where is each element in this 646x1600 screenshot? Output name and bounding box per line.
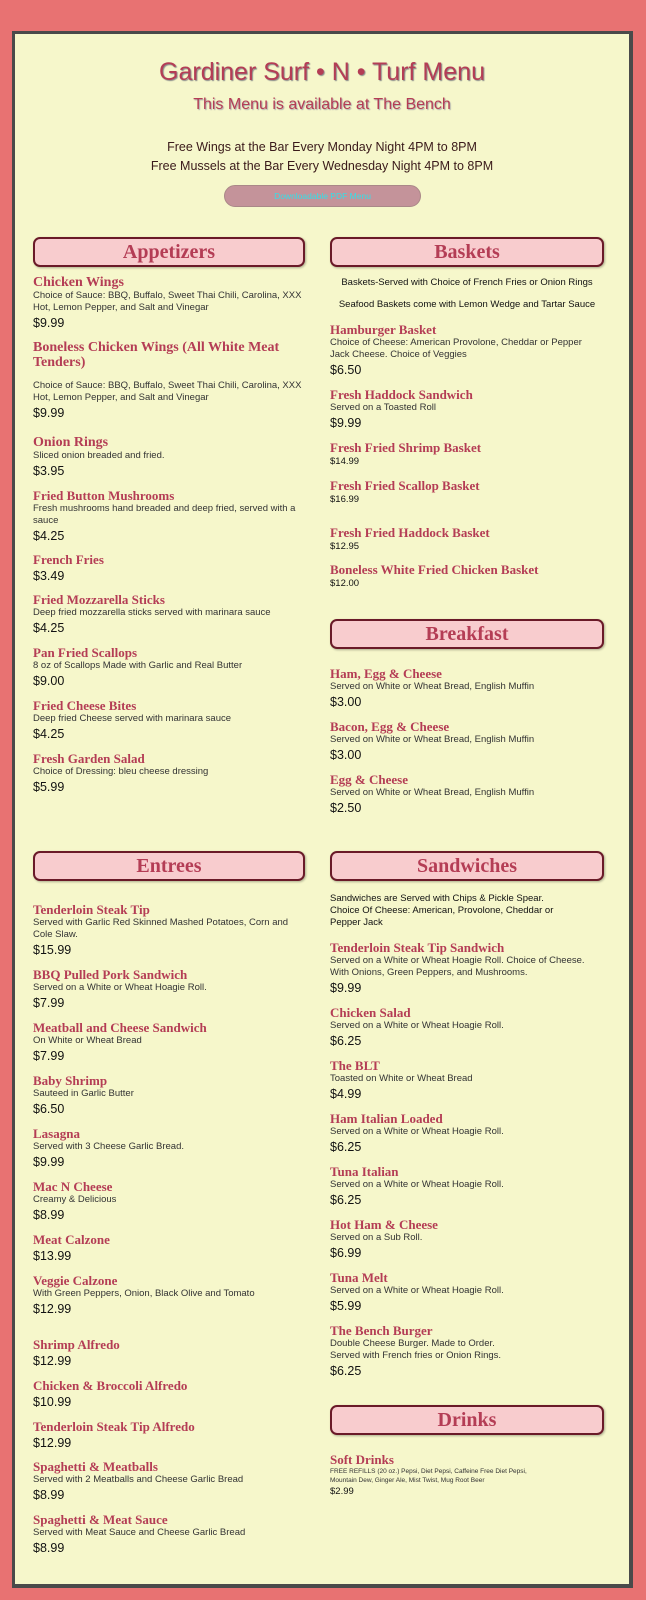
item-name: Meat Calzone (33, 1232, 110, 1247)
item-name: Tuna Italian (330, 1164, 399, 1179)
breakfast-section (330, 619, 604, 815)
baskets-note-seafood: Seafood Baskets come with Lemon Wedge and Tartar Sauce (338, 299, 596, 310)
item-name: Chicken & Broccoli Alfredo (33, 1378, 188, 1393)
menu-item (33, 1020, 305, 1064)
section-title-breakfast: Breakfast (330, 619, 604, 649)
item-name: Fried Cheese Bites (33, 698, 137, 713)
item-name: Spaghetti & Meatballs (33, 1459, 158, 1474)
item-name: Spaghetti & Meat Sauce (33, 1512, 168, 1527)
item-price: $6.50 (330, 363, 362, 377)
item-price: $9.99 (330, 981, 362, 995)
menu-item (33, 1179, 305, 1223)
item-desc: Served on a White or Wheat Hoagie Roll. (33, 982, 207, 993)
menu-item (330, 1058, 604, 1102)
menu-item (33, 698, 305, 742)
menu-item (330, 1217, 604, 1261)
item-name: Tenderloin Steak Tip Sandwich (330, 940, 505, 955)
section-title-baskets: Baskets (330, 237, 604, 267)
section-title-drinks: Drinks (330, 1405, 604, 1435)
menu-item (330, 562, 604, 590)
section-title-entrees: Entrees (33, 851, 305, 881)
item-name: Tuna Melt (330, 1270, 388, 1285)
item-name: Baby Shrimp (33, 1073, 108, 1088)
item-desc: Creamy & Delicious (33, 1194, 117, 1205)
item-name: Fresh Fried Shrimp Basket (330, 440, 482, 455)
item-price: $12.99 (33, 1436, 72, 1450)
item-price: $5.99 (330, 1299, 362, 1313)
item-name: BBQ Pulled Pork Sandwich (33, 967, 188, 982)
item-desc: Served on White or Wheat Bread, English Muffin (330, 787, 535, 798)
item-desc: Served on White or Wheat Bread, English Muffin (330, 681, 535, 692)
item-price: $8.99 (33, 1208, 65, 1222)
item-price: $9.00 (33, 674, 65, 688)
menu-item (330, 1270, 604, 1314)
item-price: $3.00 (330, 748, 362, 762)
item-name: French Fries (33, 552, 104, 567)
drinks-section (330, 1405, 604, 1497)
item-desc: Served with 2 Meatballs and Cheese Garlic Bread (33, 1474, 244, 1485)
item-desc: Choice of Dressing: bleu cheese dressing (33, 766, 209, 777)
menu-item (33, 1337, 305, 1369)
item-price: $2.50 (330, 801, 362, 815)
item-price: $6.25 (330, 1364, 362, 1378)
menu-item (330, 772, 604, 816)
item-price: $4.25 (33, 529, 65, 543)
item-name: Soft Drinks (330, 1452, 394, 1467)
item-desc: Served on a Toasted Roll (330, 402, 436, 413)
item-name: Boneless Chicken Wings (All White Meat Tenders) (33, 340, 280, 370)
item-price: $8.99 (33, 1488, 65, 1502)
item-name: The BLT (330, 1058, 380, 1073)
item-desc: Served on a White or Wheat Hoagie Roll. (330, 1179, 504, 1190)
item-price: $8.99 (33, 1541, 65, 1555)
item-name: Shrimp Alfredo (33, 1337, 120, 1352)
menu-item (33, 1419, 305, 1451)
item-price: $9.99 (330, 416, 362, 430)
item-desc: Deep fried mozzarella sticks served with marinara sauce (33, 607, 271, 618)
menu-item (330, 940, 604, 996)
item-desc: FREE REFILLS (20 oz.) Pepsi, Diet Pepsi, Caffeine Free Diet Pepsi, Mountain Dew, Ginger Ale, Mist Twist, Mug Root Beer (330, 1468, 527, 1484)
menu-item (33, 592, 305, 636)
item-name: Meatball and Cheese Sandwich (33, 1020, 207, 1035)
item-price: $6.25 (330, 1140, 362, 1154)
item-price: $12.99 (33, 1354, 72, 1368)
item-desc: Fresh mushrooms hand breaded and deep fried, served with a sauce (33, 503, 296, 526)
menu-item (33, 902, 305, 958)
item-desc: Deep fried Cheese served with marinara sauce (33, 713, 232, 724)
item-name: The Bench Burger (330, 1323, 433, 1338)
item-desc: Choice of Sauce: BBQ, Buffalo, Sweet Thai Chili, Carolina, XXX Hot, Lemon Pepper, and Salt and Vinegar (33, 380, 302, 403)
item-desc: Served on a White or Wheat Hoagie Roll. (330, 1126, 504, 1137)
item-price: $14.99 (330, 456, 360, 467)
item-price: $4.25 (33, 621, 65, 635)
item-desc: Served on a White or Wheat Hoagie Roll. Choice of Cheese. With Onions, Green Peppers, and Mushrooms. (330, 955, 585, 978)
item-price: $7.99 (33, 1049, 65, 1063)
item-name: Fresh Haddock Sandwich (330, 387, 473, 402)
item-price: $15.99 (33, 943, 72, 957)
item-price: $6.50 (33, 1102, 65, 1116)
menu-item (33, 1126, 305, 1170)
item-desc: Served on a White or Wheat Hoagie Roll. (330, 1020, 504, 1031)
menu-item (33, 1378, 305, 1410)
item-price: $6.25 (330, 1193, 362, 1207)
menu-item (330, 440, 604, 468)
item-desc: With Green Peppers, Onion, Black Olive and Tomato (33, 1288, 255, 1299)
item-price: $6.99 (330, 1246, 362, 1260)
menu-item (330, 478, 604, 506)
pdf-menu-button[interactable]: Downloadable PDF Menu (224, 185, 421, 207)
item-desc: Served with 3 Cheese Garlic Bread. (33, 1141, 185, 1152)
item-name: Chicken Wings (33, 275, 124, 290)
item-name: Tenderloin Steak Tip (33, 902, 150, 917)
item-price: $6.25 (330, 1034, 362, 1048)
item-desc: Sliced onion breaded and fried. (33, 450, 165, 461)
menu-item (33, 1512, 305, 1556)
menu-item (330, 1323, 604, 1379)
item-desc: Served on a White or Wheat Hoagie Roll. (330, 1285, 504, 1296)
menu-item (33, 967, 305, 1011)
item-desc: Choice of Cheese: American Provolone, Cheddar or Pepper Jack Cheese. Choice of Veggies (330, 337, 582, 360)
item-price: $10.99 (33, 1395, 72, 1409)
item-price: $2.99 (330, 1486, 354, 1497)
item-desc: Served with Meat Sauce and Cheese Garlic Bread (33, 1527, 246, 1538)
sandwiches-section (330, 851, 604, 1378)
item-name: Pan Fried Scallops (33, 645, 138, 660)
item-desc: 8 oz of Scallops Made with Garlic and Real Butter (33, 660, 243, 671)
item-desc: Toasted on White or Wheat Bread (330, 1073, 473, 1084)
menu-item (33, 1273, 305, 1317)
menu-item (33, 1232, 305, 1264)
menu-item (330, 525, 604, 553)
menu-item (330, 1005, 604, 1049)
item-price: $9.99 (33, 406, 65, 420)
item-price: $9.99 (33, 316, 65, 330)
item-price: $3.95 (33, 464, 65, 478)
baskets-section (330, 237, 604, 589)
menu-item (330, 1452, 604, 1498)
menu-item (330, 666, 604, 710)
item-name: Chicken Salad (330, 1005, 411, 1020)
item-desc: Double Cheese Burger. Made to Order. Served with French fries or Onion Rings. (330, 1338, 502, 1361)
item-price: $9.99 (33, 1155, 65, 1169)
item-name: Bacon, Egg & Cheese (330, 719, 450, 734)
sandwiches-note: Sandwiches are Served with Chips & Pickle Spear. Choice Of Cheese: American, Provolone, Cheddar or Pepper Jack (330, 893, 554, 928)
item-price: $16.99 (330, 494, 360, 505)
menu-item (33, 275, 305, 331)
item-price: $12.99 (33, 1302, 72, 1316)
item-name: Fresh Fried Scallop Basket (330, 478, 480, 493)
item-name: Ham, Egg & Cheese (330, 666, 442, 681)
item-desc: On White or Wheat Bread (33, 1035, 142, 1046)
item-price: $4.25 (33, 727, 65, 741)
promo-mussels: Free Mussels at the Bar Every Wednesday Night 4PM to 8PM (150, 159, 494, 173)
item-price: $3.00 (330, 695, 362, 709)
menu-card (12, 31, 633, 1588)
item-desc: Served on White or Wheat Bread, English Muffin (330, 734, 535, 745)
item-name: Hamburger Basket (330, 322, 437, 337)
item-price: $7.99 (33, 996, 65, 1010)
item-desc: Sauteed in Garlic Butter (33, 1088, 134, 1099)
item-name: Fresh Garden Salad (33, 751, 145, 766)
item-name: Fresh Fried Haddock Basket (330, 525, 490, 540)
menu-item (330, 1111, 604, 1155)
item-price: $12.00 (330, 578, 360, 589)
menu-item (330, 322, 604, 378)
item-name: Tenderloin Steak Tip Alfredo (33, 1419, 195, 1434)
menu-item (33, 552, 305, 584)
page-title: Gardiner Surf • N • Turf Menu (159, 58, 485, 86)
item-name: Egg & Cheese (330, 772, 408, 787)
item-name: Mac N Cheese (33, 1179, 113, 1194)
item-desc: Choice of Sauce: BBQ, Buffalo, Sweet Thai Chili, Carolina, XXX Hot, Lemon Pepper, and Salt and Vinegar (33, 290, 302, 313)
baskets-note-sides: Baskets-Served with Choice of French Fries or Onion Rings (341, 277, 593, 288)
item-price: $3.49 (33, 569, 65, 583)
appetizers-section (33, 237, 305, 794)
item-price: $4.99 (330, 1087, 362, 1101)
item-name: Fried Mozzarella Sticks (33, 592, 165, 607)
item-name: Boneless White Fried Chicken Basket (330, 562, 539, 577)
item-price: $5.99 (33, 780, 65, 794)
menu-item (33, 645, 305, 689)
item-name: Ham Italian Loaded (330, 1111, 443, 1126)
item-desc: Served on a Sub Roll. (330, 1232, 423, 1243)
item-desc: Served with Garlic Red Skinned Mashed Potatoes, Corn and Cole Slaw. (33, 917, 289, 940)
menu-item (330, 1164, 604, 1208)
item-price: $12.95 (330, 541, 360, 552)
menu-item (33, 1459, 305, 1503)
entrees-section (33, 851, 305, 1555)
menu-item (33, 488, 305, 544)
item-name: Lasagna (33, 1126, 80, 1141)
section-title-sandwiches: Sandwiches (330, 851, 604, 881)
item-name: Veggie Calzone (33, 1273, 118, 1288)
menu-item (330, 387, 604, 431)
item-name: Fried Button Mushrooms (33, 488, 175, 503)
menu-item (33, 751, 305, 795)
item-price: $13.99 (33, 1249, 72, 1263)
menu-item (33, 1073, 305, 1117)
menu-item (33, 435, 305, 479)
page-subtitle: This Menu is available at The Bench (193, 96, 451, 113)
menu-item (330, 719, 604, 763)
section-title-appetizers: Appetizers (33, 237, 305, 267)
menu-item (33, 340, 305, 421)
item-name: Hot Ham & Cheese (330, 1217, 438, 1232)
promo-wings: Free Wings at the Bar Every Monday Night 4PM to 8PM (167, 140, 477, 154)
item-name: Onion Rings (33, 435, 109, 450)
